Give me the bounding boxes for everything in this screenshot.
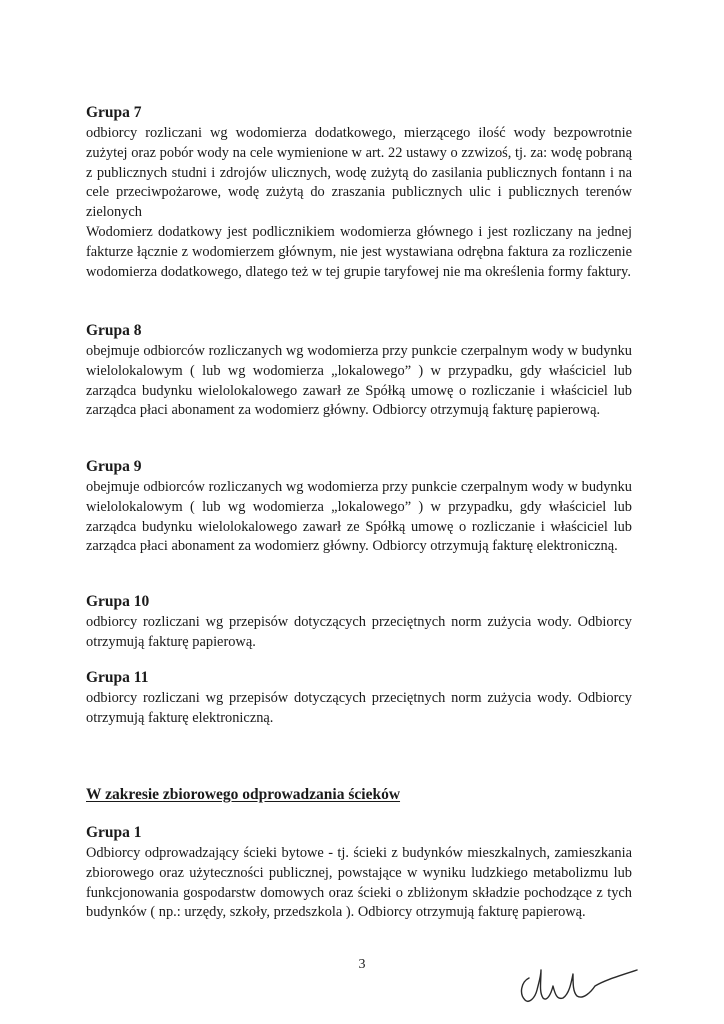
group-7-text: odbiorcy rozliczani wg wodomierza dodatkowego, mierzącego ilość wody bezpowrotnie zużytej oraz pobór wody na cele wymienione w art. 22 ustawy o zzwizoś, tj. za: wodę pobraną z publicznych studni i zdrojów ulicznych, wodę zużytą do zasilania publicznych fontann i na cele przeciwpożarowe, wodę zużytą do zraszania publicznych ulic i publicznych terenów zielonych Wodomierz dodatkowy jest podlicznikiem wodomierza głównego i jest rozliczany na jednej fakturze łącznie z wodomierzem głównym, nie jest wystawiana odrębna faktura za rozliczenie wodomierza dodatkowego, dlatego też w tej grupie taryfowej nie ma określenia formy faktury. <box>86 125 632 280</box>
group-9-block <box>86 457 632 557</box>
sewage-group-1-title: Grupa 1 <box>86 824 142 841</box>
group-10-title: Grupa 10 <box>86 593 150 610</box>
group-11-text: odbiorcy rozliczani wg przepisów dotyczących przeciętnych norm zużycia wody. Odbiorcy otrzymują fakturę elektroniczną. <box>86 690 632 726</box>
group-7-block <box>86 103 632 282</box>
group-9-title: Grupa 9 <box>86 458 142 475</box>
sewage-group-1-block <box>86 823 632 923</box>
group-8-title: Grupa 8 <box>86 322 142 339</box>
group-8-block <box>86 321 632 421</box>
group-11-block <box>86 668 632 729</box>
page-number: 3 <box>358 957 366 972</box>
handwritten-signature <box>515 948 645 1008</box>
sewage-group-1-text: Odbiorcy odprowadzający ścieki bytowe - tj. ścieki z budynków mieszkalnych, zamieszkania zbiorowego oraz użyteczności publicznej, powstające w wyniku ludzkiego metabolizmu lub funkcjonowania gospodarstw domowych oraz ścieki o zbliżonym składzie pochodzące z tych budynków ( np.: urzędy, szkoły, przedszkola ). Odbiorcy otrzymują fakturę papierową. <box>86 845 632 921</box>
group-8-text: obejmuje odbiorców rozliczanych wg wodomierza przy punkcie czerpalnym wody w budynku wielolokalowym ( lub wg wodomierza „lokalowego” ) w przypadku, gdy właściciel lub zarządca budynku wielolokalowego zawarł ze Spółką umowę o rozliczanie i właściciel lub zarządca płaci abonament za wodomierz główny. Odbiorcy otrzymują fakturę papierową. <box>86 343 632 419</box>
sewage-section-title: W zakresie zbiorowego odprowadzania ścieków <box>86 786 401 803</box>
group-7-title: Grupa 7 <box>86 104 142 121</box>
group-9-text: obejmuje odbiorców rozliczanych wg wodomierza przy punkcie czerpalnym wody w budynku wielolokalowym ( lub wg wodomierza „lokalowego” ) w przypadku, gdy właściciel lub zarządca budynku wielolokalowego zawarł ze Spółką umowę o rozliczanie i właściciel lub zarządca płaci abonament za wodomierz główny. Odbiorcy otrzymują fakturę elektroniczną. <box>86 479 632 555</box>
group-10-block <box>86 592 632 653</box>
group-11-title: Grupa 11 <box>86 669 149 686</box>
group-10-text: odbiorcy rozliczani wg przepisów dotyczących przeciętnych norm zużycia wody. Odbiorcy otrzymują fakturę papierową. <box>86 614 632 650</box>
